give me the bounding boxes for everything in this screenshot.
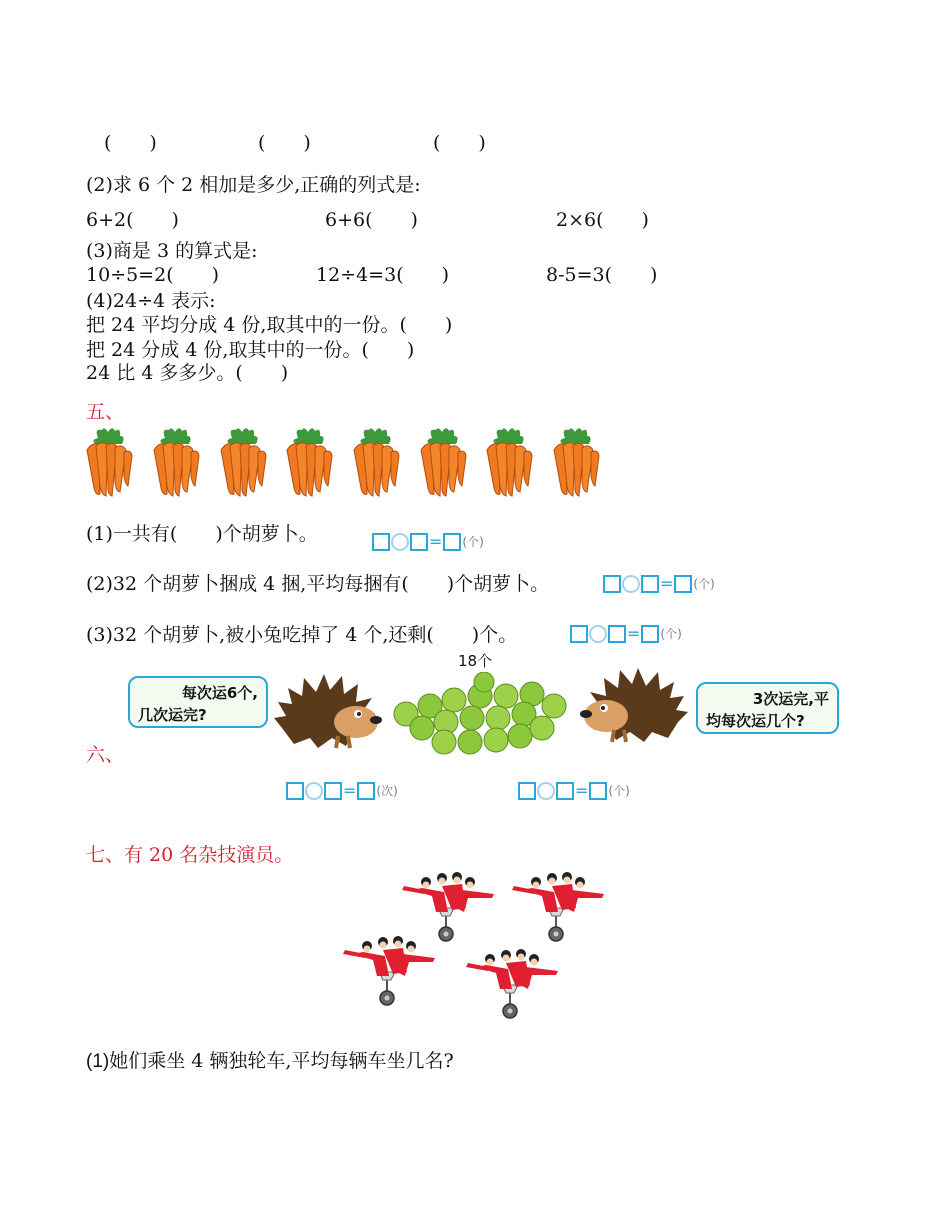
carrot-bunch-icon bbox=[287, 428, 332, 496]
q7-question-number: (1) bbox=[86, 1051, 110, 1072]
q6-formula-left: = (次) bbox=[286, 779, 398, 802]
answer-box[interactable] bbox=[286, 782, 304, 800]
answer-box[interactable] bbox=[443, 533, 461, 551]
q4-part2-option-a[interactable]: 6+2( ) bbox=[86, 209, 179, 231]
q7-question-text: 她们乘坐 4 辆独轮车,平均每辆车坐几名? bbox=[109, 1050, 454, 1072]
q4-part3-option-c[interactable]: 8-5=3( ) bbox=[546, 264, 658, 286]
right-bubble-line-2: 均每次运几个? bbox=[706, 712, 805, 730]
q4-part2-title: (2)求 6 个 2 相加是多少,正确的列式是: bbox=[86, 174, 421, 196]
q5-question-3: (3)32 个胡萝卜,被小兔吃掉了 4 个,还剩( )个。 bbox=[86, 624, 518, 646]
blank-2[interactable]: ( ) bbox=[258, 132, 311, 154]
left-bubble-line-1: 每次运6个, bbox=[181, 684, 258, 702]
blank-1[interactable]: ( ) bbox=[104, 132, 157, 154]
carrot-bunches-illustration bbox=[84, 428, 614, 498]
operator-circle[interactable] bbox=[305, 782, 323, 800]
q4-part4-title: (4)24÷4 表示: bbox=[86, 290, 216, 312]
unit-label: (个) bbox=[660, 627, 682, 641]
acrobat-unicycle-icon bbox=[466, 945, 566, 1025]
answer-box[interactable] bbox=[608, 625, 626, 643]
q4-part4-line-3[interactable]: 24 比 4 多多少。( ) bbox=[86, 362, 289, 384]
right-speech-bubble bbox=[696, 682, 839, 734]
blank-3[interactable]: ( ) bbox=[433, 132, 486, 154]
unit-label: (个) bbox=[693, 577, 715, 591]
carrot-bunch-icon bbox=[154, 428, 199, 496]
section-6-heading: 六、 bbox=[86, 744, 125, 766]
operator-circle[interactable] bbox=[391, 533, 409, 551]
operator-circle[interactable] bbox=[589, 625, 607, 643]
acrobat-unicycle-icon bbox=[512, 868, 612, 948]
hedgehog-icon bbox=[272, 668, 390, 752]
q5-question-1: (1)一共有( )个胡萝卜。 bbox=[86, 523, 318, 545]
unit-label: (个) bbox=[462, 535, 484, 549]
section-7-heading: 七、有 20 名杂技演员。 bbox=[86, 844, 294, 866]
right-bubble-line-1: 3次运完,平 bbox=[752, 690, 829, 708]
q4-part3-title: (3)商是 3 的算式是: bbox=[86, 240, 258, 262]
q5-question-2: (2)32 个胡萝卜捆成 4 捆,平均每捆有( )个胡萝卜。 bbox=[86, 573, 550, 595]
carrot-bunch-icon bbox=[487, 428, 532, 496]
q5-formula-3: = (个) bbox=[570, 622, 682, 645]
answer-box[interactable] bbox=[641, 575, 659, 593]
q4-part3-option-b[interactable]: 12÷4=3( ) bbox=[316, 264, 450, 286]
unit-label: (次) bbox=[376, 784, 398, 798]
acrobat-unicycle-icon bbox=[343, 932, 443, 1012]
carrot-row bbox=[84, 428, 614, 498]
answer-box[interactable] bbox=[641, 625, 659, 643]
carrot-bunch-icon bbox=[87, 428, 132, 496]
answer-box[interactable] bbox=[589, 782, 607, 800]
left-speech-bubble bbox=[128, 676, 268, 728]
section-5-heading: 五、 bbox=[86, 401, 125, 423]
unit-label: (个) bbox=[608, 784, 630, 798]
q6-formula-right: = (个) bbox=[518, 779, 630, 802]
answer-box[interactable] bbox=[372, 533, 390, 551]
apple-pile-icon bbox=[388, 672, 574, 758]
carrot-bunch-icon bbox=[221, 428, 266, 496]
operator-circle[interactable] bbox=[537, 782, 555, 800]
q4-part2-option-c[interactable]: 2×6( ) bbox=[556, 209, 649, 231]
q4-part3-option-a[interactable]: 10÷5=2( ) bbox=[86, 264, 220, 286]
q4-part4-line-2[interactable]: 把 24 分成 4 份,取其中的一份。( ) bbox=[86, 339, 415, 361]
q5-formula-1: = (个) bbox=[372, 530, 484, 553]
carrot-bunch-icon bbox=[354, 428, 399, 496]
answer-box[interactable] bbox=[570, 625, 588, 643]
left-bubble-line-2: 几次运完? bbox=[138, 706, 207, 724]
apple-count-label: 18个 bbox=[458, 652, 493, 670]
answer-box[interactable] bbox=[556, 782, 574, 800]
answer-box[interactable] bbox=[518, 782, 536, 800]
operator-circle[interactable] bbox=[622, 575, 640, 593]
answer-box[interactable] bbox=[324, 782, 342, 800]
hedgehog-icon-right bbox=[578, 664, 690, 746]
carrot-bunch-icon bbox=[554, 428, 599, 496]
carrot-bunch-icon bbox=[421, 428, 466, 496]
q5-formula-2: = (个) bbox=[603, 572, 715, 595]
q7-question-1 bbox=[86, 1046, 454, 1073]
answer-box[interactable] bbox=[674, 575, 692, 593]
answer-box[interactable] bbox=[603, 575, 621, 593]
answer-box[interactable] bbox=[410, 533, 428, 551]
q4-part2-option-b[interactable]: 6+6( ) bbox=[325, 209, 418, 231]
answer-box[interactable] bbox=[357, 782, 375, 800]
q4-part4-line-1[interactable]: 把 24 平均分成 4 份,取其中的一份。( ) bbox=[86, 314, 453, 336]
